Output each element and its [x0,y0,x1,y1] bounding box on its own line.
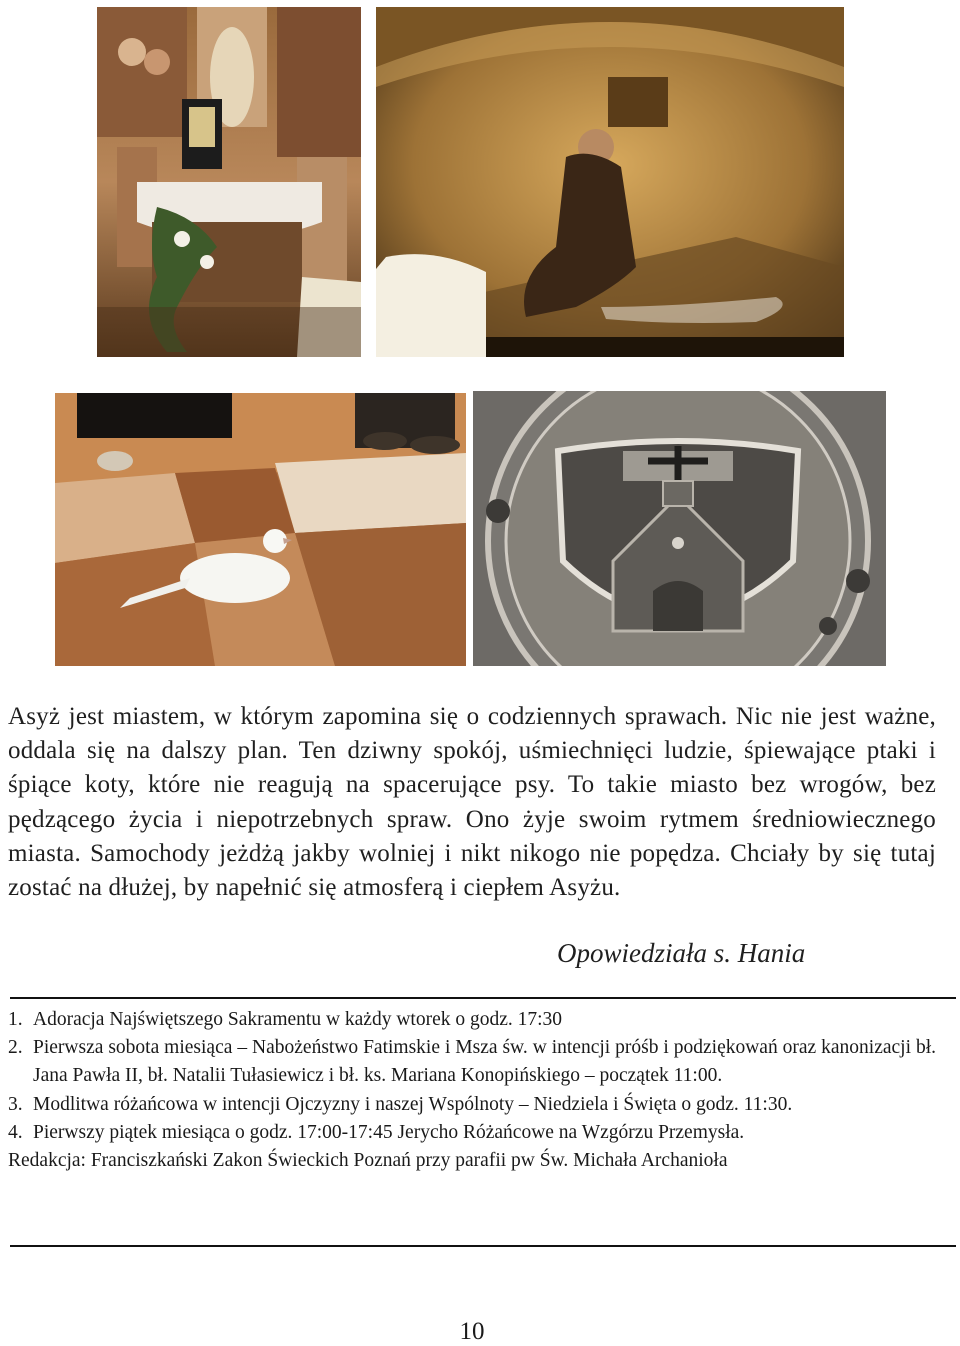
announcement-item [8,1119,936,1147]
mosaic-photo [473,391,886,666]
altar-photo [97,7,361,357]
story-paragraph: Asyż jest miastem, w którym zapomina się o codziennych sprawach. Nic nie jest ważne, oddala się na dalszy plan. Ten dziwny spokój, uśmiechnięci ludzie, śpiewające ptaki i śpiące koty, które nie reagują na spacerujące psy. To takie miasto bez wrogów, bez pędzącego życia i niepotrzebnych spraw. Ono żyje swoim rytmem średniowiecznego miasta. Samochody jeżdżą jakby wolniej i nikt nikogo nie popędza. Chciały by się tutaj zostać na dłużej, by napełnić się atmosferą i ciepłem Asyżu. [8,703,936,902]
page-number: 10 [459,1318,485,1345]
story-signature: Opowiedziała s. Hania [557,938,806,968]
announcement-text: Modlitwa różańcowa w intencji Ojczyzny i naszej Wspólnoty – Niedziela i Święta o godz. 11:30. [33,1093,793,1115]
announcement-number: 4. [8,1121,23,1143]
announcement-item [8,1034,936,1090]
announcement-text: Pierwsza sobota miesiąca – Nabożeństwo Fatimskie i Msza św. w intencji próśb i podziękowań oraz kanonizacji bł. Jana Pawła II, bł. Natalii Tułasiewicz i bł. ks. Mariana Konopińskiego – początek 11:00. [33,1037,936,1087]
announcement-text: Pierwszy piątek miesiąca o godz. 17:00-17:45 Jerycho Różańcowe na Wzgórzu Przemysła. [33,1121,745,1143]
announcement-number: 2. [8,1037,23,1059]
announcement-item [8,1006,936,1034]
announcement-text: Adoracja Najświętszego Sakramentu w każdy wtorek o godz. 17:30 [33,1009,563,1030]
editorial-credit: Redakcja: Franciszkański Zakon Świeckich Poznań przy parafii pw Św. Michała Archanioła [8,1150,728,1172]
divider-bottom [10,1245,956,1247]
announcement-item [8,1091,936,1119]
crypt-photo [376,7,844,357]
announcements-list [8,1006,936,1175]
dove-photo [55,393,466,666]
divider-top [10,997,956,999]
announcement-number: 1. [8,1009,23,1030]
announcement-number: 3. [8,1093,23,1115]
